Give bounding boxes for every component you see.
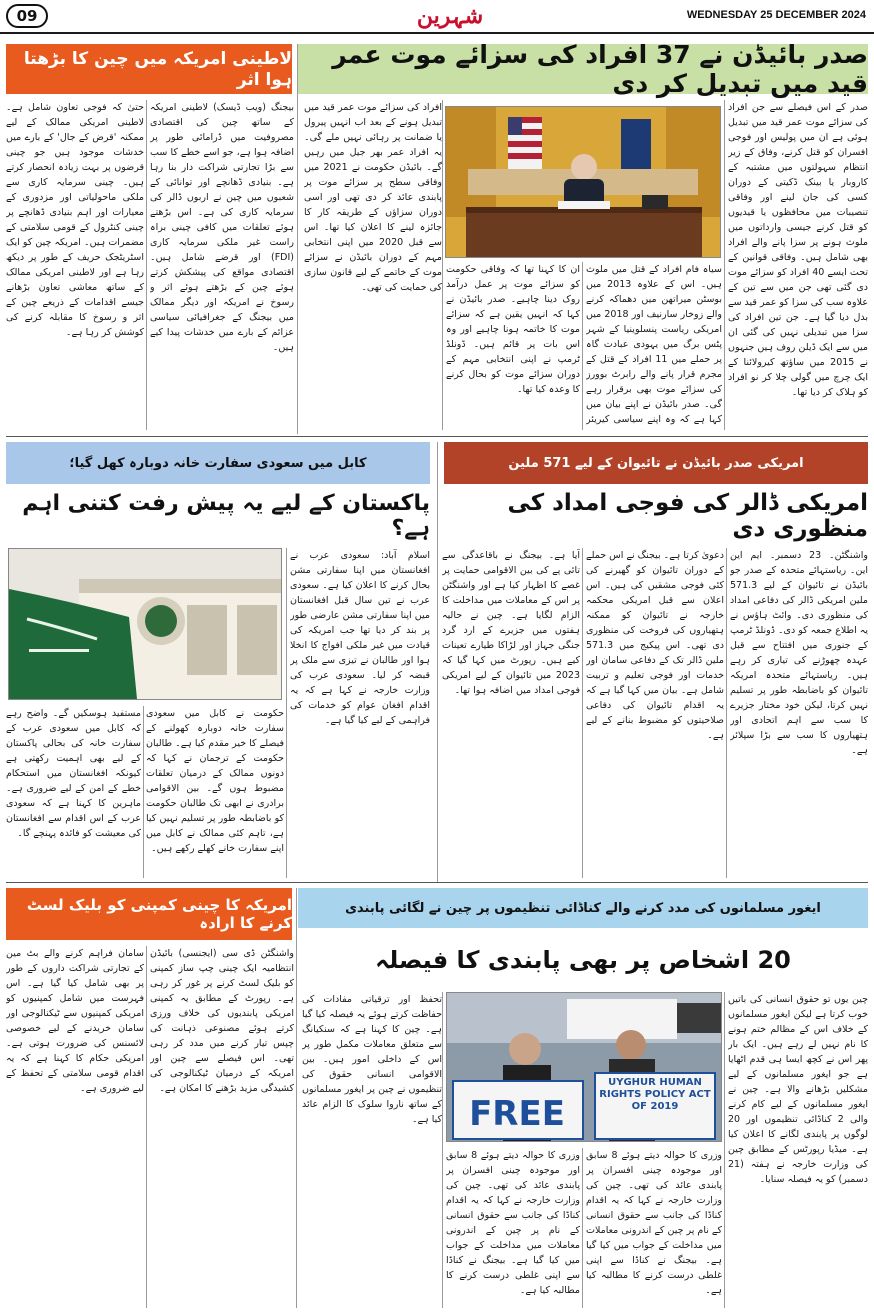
column-rule: [582, 548, 583, 878]
column-rule: [296, 888, 297, 1308]
newspaper-logo: شہرین: [416, 3, 484, 29]
column-rule: [146, 946, 147, 1308]
story2-col1: بیجنگ (ویب ڈیسک) لاطینی امریکہ کے ساتھ چین کی اقتصادی مصروفیت میں ڈرامائی طور پر اضافہ ہوا ہے، جو اسے خطے کا سب سے بڑا تجارتی شراکت دار بنا رہا ہے۔ بنیادی ڈھانچے اور توانائی کے شعبوں میں چین نے اربوں ڈالر کی سرمایہ کاری کی ہے۔ اس بڑھتے ہوئے تعلقات میں کافی چینی براہ راست غیر ملکی سرمایہ کاری (FDI) اور قرضے شامل ہیں۔ اقتصادی مواقع کی پیشکش کرتے ہوئے چین کے بڑھتے ہوئے اثر و رسوخ نے امریکہ اور دیگر ممالک میں بیجنگ کے جغرافیائی سیاسی عزائم کے بارے میں خدشات پیدا کیے ہیں۔: [150, 102, 294, 353]
story4-headline: [6, 490, 430, 542]
protest-sign-policy: UYGHUR HUMAN RIGHTS POLICY ACT OF 2019: [599, 1077, 711, 1112]
column-rule: [286, 548, 287, 878]
story5-headline: [298, 934, 868, 986]
story3-col2: دعویٰ کرتا ہے۔ بیجنگ نے اس حملے کے دوران تائیوان کو گھیرنے کی کئی فوجی مشقیں کی ہیں۔ اس اعلان سے قبل امریکی محکمہ خارجہ نے تائیوان کو ممکنہ ہتھیاروں کی فروخت کی منظوری دی تھی۔ اس پیکیج میں 571.3 ملین ڈالر تک کے دفاعی سامان اور خدمات اور فوجی تعلیم و تربیت شامل ہے۔ بیان میں کہا گیا ہے کہ یہ اقدام تائیوان کی دفاعی صلاحیتوں کو مضبوط بنانے کے لیے ہے۔: [586, 550, 724, 741]
story4-headline-text: پاکستان کے لیے یہ پیش رفت کتنی اہم ہے؟: [22, 491, 430, 541]
story1-col3: سیاہ فام افراد کے قتل میں ملوث ہیں۔ اس کے علاوہ 2013 میں بوسٹن میراتھن میں دھماکہ کرنے والے زوخار سارنیف اور 2018 میں امریکی ریاست پنسلوینیا کے شہر پٹس برگ میں یہودی عبادت گاہ پر حملے میں 11 افراد کے قتل کے مجرم قرار پانے والے رابرٹ بوورز کی سزائے موت بھی برقرار رہے گی۔ صدر بائیڈن نے اپنے بیان میں کہا ہے کہ وہ اپنے سیاسی کیریئر: [586, 264, 722, 425]
column-rule: [146, 100, 147, 430]
story1-col1: صدر کے اس فیصلے سے جن افراد کی سزائے موت عمر قید میں تبدیل ہوئی ہے ان میں پولیس اور فوجی افسران کو قتل کرنے، وفاق کے زیر انتظام سہولتوں میں مشتبہ کے کاروبار یا بینک ڈکیتی کے دوران کسی کی جان لینے اور وفاقی تنصیبات میں محافظوں یا قیدیوں کو قتل کرنے جیسی وارداتوں میں ملوث ہونے پر سزا پانے والے افراد بھی شامل ہیں۔ وفاقی قوانین کے تحت ایسے 40 افراد کو سزائے موت دی گئی تھی جن میں سے تین کے علاوہ سب کی سزا کو عمر قید سے بدل دیا گیا ہے۔ جن تین افراد کی سزا میں تبدیلی نہیں کی گئی ان میں سے ایک ڈیلن روف ہیں جنہوں نے 2015 میں ساؤتھ کیرولائنا کے ایک چرچ میں گولی چلا کر نو افراد کو ہلاک کر دیا تھا۔: [728, 102, 868, 398]
column-rule: [297, 44, 298, 434]
page-number: 09: [6, 4, 48, 28]
story3-headline-text: امریکی ڈالر کی فوجی امداد کی منظوری دی: [507, 490, 868, 542]
story4-col3: مستفید ہوسکیں گے۔ واضح رہے کہ کابل میں سعودی عرب کے سفارت خانہ کی بحالی پاکستان کے لیے بھی اہمیت رکھتی ہے کیونکہ افغانستان میں استحکام خطے کے امن کے لیے ضروری ہے۔ ماہرین کا کہنا ہے کہ سعودی عرب کے اس اقدام سے افغانستان کی معیشت کو فائدہ پہنچے گا۔: [6, 708, 141, 839]
column-rule: [582, 262, 583, 430]
story3-headline: [444, 490, 868, 542]
story1-col2: افراد کی سزائے موت عمر قید میں تبدیل ہونے کے بعد اب انہیں پیرول یا ضمانت پر رہائی نہیں ملے گی۔ یہ افراد عمر بھر جیل میں رہیں گے۔ بائیڈن حکومت نے 2021 میں وفاقی سطح پر سزائے موت پر پابندی عائد کر دی تھی اور اسی دوران سزاؤں کے طریقہ کار کا جائزہ لینے کا اعلان کیا تھا۔ اس سے قبل 2020 میں اپنی انتخابی مہم کے دوران بائیڈن نے سزائے موت کے خاتمے کے لیے قانون سازی کی حمایت کی تھی۔: [304, 102, 442, 293]
story2-headline: [6, 44, 292, 94]
section-divider: [6, 882, 868, 883]
oval-office-signing-photo: [445, 106, 721, 258]
story6-headline: [6, 888, 292, 940]
section-divider: [6, 436, 868, 437]
column-rule: [582, 1148, 583, 1308]
story6-col1: واشنگٹن ڈی سی (ایجنسی) بائیڈن انتظامیہ ایک چینی چپ ساز کمپنی کو بلیک لسٹ کرنے پر غور کر رہی ہے۔ رپورٹ کے مطابق یہ کمپنی امریکی پابندیوں کی خلاف ورزی کرتے ہوئے مصنوعی ذہانت کی چپس تیار کرنے میں مدد کر رہی تھی۔ اس فیصلے سے چین اور امریکہ کے درمیان ٹیکنالوجی کی کشیدگی مزید بڑھنے کا امکان ہے۔: [150, 948, 294, 1094]
story4-kicker-text: کابل میں سعودی سفارت خانہ دوبارہ کھل گیا؛: [69, 455, 367, 471]
column-rule: [724, 100, 725, 430]
story2-headline-text: لاطینی امریکہ میں چین کا بڑھتا ہوا اثر: [23, 49, 292, 90]
column-rule: [726, 548, 727, 878]
masthead: [0, 0, 874, 34]
story5-col1: چین یوں تو حقوق انسانی کی باتیں خوب کرتا ہے لیکن ایغور مسلمانوں کے خلاف اس کے مظالم ختم ہونے کا نام نہیں لے رہے ہیں۔ ایک بار پھر اس نے کچھ ایسا ہی قدم اٹھایا ہے جو ایغور مسلمانوں کے لیے مشکلیں بڑھانے والا ہے۔ چین نے ایغور مسلمانوں کے لیے کام کرنے والی 2 کناڈائی تنظیموں اور 20 لوگوں پر پابندی لگانے کا اعلان کیا ہے۔ میڈیا رپورٹس کے مطابق چین کی وزارت خارجہ نے ہفتہ (21 دسمبر) کو یہ فیصلہ سنایا۔: [728, 994, 868, 1185]
story3-col3: آیا ہے۔ بیجنگ نے باقاعدگی سے تائی پے کی بین الاقوامی حمایت پر غصے کا اظہار کیا ہے اور واشنگٹن پر اس کے معاملات میں مداخلت کا الزام لگایا ہے۔ چین نے حالیہ ہفتوں میں جزیرے کے ارد گرد جنگی جہاز اور لڑاکا طیارے تعینات کیے ہیں۔ رپورٹ میں کہا گیا کہ 2023 میں تائیوان کے لیے امریکی فوجی امداد میں اضافہ ہوا تھا۔: [442, 550, 580, 696]
story6-col2: سامان فراہم کرنے والے بٹ مین کے تجارتی شراکت داروں کے طور پر بھی شامل کیا گیا ہے۔ اس فہرست میں شامل کمپنیوں کو امریکی کمپنیوں سے ٹیکنالوجی اور سامان خریدنے کے لیے خصوصی لائسنس کی ضرورت ہوتی ہے۔ امریکی حکام کا کہنا ہے کہ یہ اقدام قومی سلامتی کے تحفظ کے لیے ضروری ہے۔: [6, 948, 144, 1094]
issue-date: WEDNESDAY 25 DECEMBER 2024: [686, 9, 866, 21]
story1-col4: ان کا کہنا تھا کہ وفاقی حکومت کو سزائے موت پر عمل درآمد روک دینا چاہیے۔ صدر بائیڈن نے کہا کہ انہیں یقین ہے کہ سزائے موت کا خاتمہ ہونا چاہیے اور وہ اس بات پر قائم ہیں۔ ڈونلڈ ٹرمپ نے اپنی انتخابی مہم کے دوران سزائے موت کو بحال کرنے کا وعدہ کیا تھا۔: [446, 264, 580, 395]
protest-sign-free: FREE: [469, 1094, 565, 1134]
uyghur-protest-photo: [446, 992, 722, 1142]
story4-col2: حکومت نے کابل میں سعودی سفارت خانہ دوبارہ کھولنے کے فیصلے کا خیر مقدم کیا ہے۔ طالبان حکومت کے ترجمان نے کہا کہ دونوں ممالک کے درمیان تعلقات مضبوط ہوں گے۔ بین الاقوامی برادری نے ابھی تک طالبان حکومت کو باضابطہ طور پر تسلیم نہیں کیا ہے، تاہم کئی ممالک نے کابل میں اپنے سفارت خانے کھلے رکھے ہیں۔: [146, 708, 284, 854]
column-rule: [724, 992, 725, 1308]
story1-headline: [298, 40, 868, 98]
column-rule: [442, 100, 443, 430]
story5-kicker-text: ایغور مسلمانوں کی مدد کرنے والے کناڈائی تنظیموں پر چین نے لگائی پابندی: [345, 900, 821, 916]
story5-col2: وزری کا حوالہ دیتے ہوئے 8 سابق اور موجودہ چینی افسران پر پابندی عائد کی تھی۔ چین کی وزارت خارجہ نے کہا کہ یہ اقدام کناڈا کی جانب سے حقوق انسانی کے نام پر چین کے اندرونی معاملات میں مداخلت کے جواب میں کیا گیا ہے۔ بیجنگ نے کناڈا سے اپنی غلطی درست کرنے کا مطالبہ کیا ہے۔: [586, 1150, 722, 1296]
story3-kicker: [444, 442, 868, 484]
story4-col1: اسلام آباد: سعودی عرب نے افغانستان میں اپنا سفارتی مشن بحال کرنے کا اعلان کیا ہے۔ سعودی عرب نے تین سال قبل افغانستان میں اپنا سفارتی مشن عارضی طور پر بند کر دیا تھا جب امریکہ کی قیادت میں غیر ملکی افواج کا انخلا ہوا اور طالبان نے تیزی سے ملک پر قبضہ کر لیا۔ سعودی عرب کی وزارت خارجہ نے کہا ہے کہ یہ اقدام افغان عوام کو خدمات کی فراہمی کے لیے کیا گیا ہے۔: [290, 550, 430, 726]
saudi-embassy-flag-photo: [8, 548, 282, 700]
story5-kicker: [298, 888, 868, 928]
story5-col4: وزری کا حوالہ دیتے ہوئے 8 سابق اور موجودہ چینی افسران پر پابندی عائد کی تھی۔ چین کی وزارت خارجہ نے کہا کہ یہ اقدام کناڈا کی جانب سے حقوق انسانی کے نام پر چین کے اندرونی معاملات میں مداخلت کے جواب میں کیا گیا ہے۔ بیجنگ نے کناڈا سے اپنی غلطی درست کرنے کا مطالبہ کیا ہے۔: [446, 1150, 580, 1296]
story4-kicker: [6, 442, 430, 484]
column-rule: [437, 442, 438, 882]
story3-col1: واشنگٹن۔ 23 دسمبر۔ ایم این این۔ ریاستہائے متحدہ کے صدر جو بائیڈن نے تائیوان کے لیے 571.3 ملین امریکی ڈالر کی دفاعی امداد کی منظوری دی۔ وائٹ ہاؤس نے یہ اطلاع جمعہ کو دی۔ ڈونلڈ ٹرمپ کے جنوری میں افتتاح سے قبل عہدہ چھوڑنے کی تیاری کر رہے ہیں۔ ریاستہائے متحدہ امریکہ تائیوان کو باضابطہ طور پر تسلیم نہیں کرتا، لیکن خود مختار جزیرے کا سب سے اہم اتحادی اور ہتھیاروں کا سب سے بڑا سپلائر ہے۔: [730, 550, 868, 756]
story6-headline-text: امریکہ کا چینی کمپنی کو بلیک لسٹ کرنے کا ارادہ: [26, 896, 292, 932]
story3-kicker-text: امریکی صدر بائیڈن نے تائیوان کے لیے 571 ملین: [508, 455, 804, 471]
story2-col2: حتیٰ کہ فوجی تعاون شامل ہے۔ لاطینی امریکی ممالک کے لیے ممکنہ 'قرض کے جال' کے بارے میں خدشات موجود ہیں جو چینی قرضوں پر بہت زیادہ انحصار کرتے ہیں۔ چینی سرمایہ کاری سے ملکی ماحولیاتی اور مزدوری کے معیارات اور اہم بنیادی ڈھانچے پر چینی کنٹرول کے قومی سلامتی کے مضمرات ہیں۔ امریکہ چین کو ایک اسٹریٹجک حریف کے طور پر دیکھ رہا ہے اور لاطینی امریکی ممالک کے ساتھ معاشی تعاون بڑھانے جیسے اقدامات کے ذریعے چین کے اثر و رسوخ کا مقابلہ کرنے کی کوشش کر رہا ہے۔: [6, 102, 144, 338]
story5-col3: تحفظ اور ترقیاتی مفادات کی حفاظت کرتے ہوئے یہ فیصلہ کیا گیا ہے۔ چین کا کہنا ہے کہ سنکیانگ سے متعلق معاملات مکمل طور پر اس کے داخلی امور ہیں۔ بین الاقوامی انسانی حقوق کی تنظیموں نے چین پر ایغور مسلمانوں کے ساتھ ناروا سلوک کا الزام عائد کیا ہے۔: [302, 994, 442, 1125]
story5-headline-text: 20 اشخاص پر بھی پابندی کا فیصلہ: [375, 946, 791, 974]
story1-headline-text: صدر بائیڈن نے 37 افراد کی سزائے موت عمر قید میں تبدیل کر دی: [332, 40, 868, 98]
column-rule: [442, 992, 443, 1308]
column-rule: [143, 706, 144, 878]
